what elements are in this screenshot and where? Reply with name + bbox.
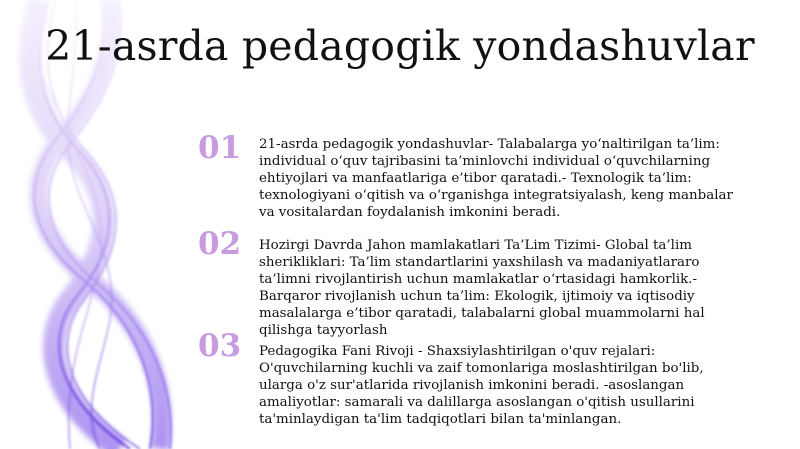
item-text: Hozirgi Davrda Jahon mamlakatlari Ta’Lim Tizimi- Global ta’lim sherikliklari: Ta’lim standartlarini yaxshilash va madaniyatlararo ta’limni rivojlantirish uchun mamlakatlar o‘rtasidagi hamkorlik.- Barqaror rivojlanish uchun ta’lim: Ekologik, ijtimoiy va iqtisodiy masalalarga e’tibor qaratadi, talabalarni global muammolarni hal qilishga tayyorlash [259, 238, 705, 339]
item-number: 01 [198, 130, 242, 166]
item-text: 21-asrda pedagogik yondashuvlar- Talabalarga yo‘naltirilgan ta’lim: individual o‘quv tajribasini ta’minlovchi individual o‘quvchilarning ehtiyojlari va manfaatlariga e’tibor qaratadi.- Texnologik ta’lim: texnologiyani o‘qitish va o‘rganishga integratsiyalash, keng manbalar va vositalardan foydalanish imkonini beradi. [259, 137, 733, 221]
item-number: 03 [198, 328, 242, 364]
slide-title: 21-asrda pedagogik yondashuvlar [45, 22, 755, 70]
item-text: Pedagogika Fani Rivoji - Shaxsiylashtirilgan o'quv rejalari: O'quvchilarning kuchli va zaif tomonlariga moslashtirilgan bo'lib, ularga o'z sur'atlarida rivojlanish imkonini beradi. -asoslangan amaliyotlar: samarali va dalillarga asoslangan o'qitish usullarini ta'minlaydigan ta'lim tadqiqotlari bilan ta'minlangan. [259, 344, 704, 428]
item-number: 02 [198, 226, 242, 262]
